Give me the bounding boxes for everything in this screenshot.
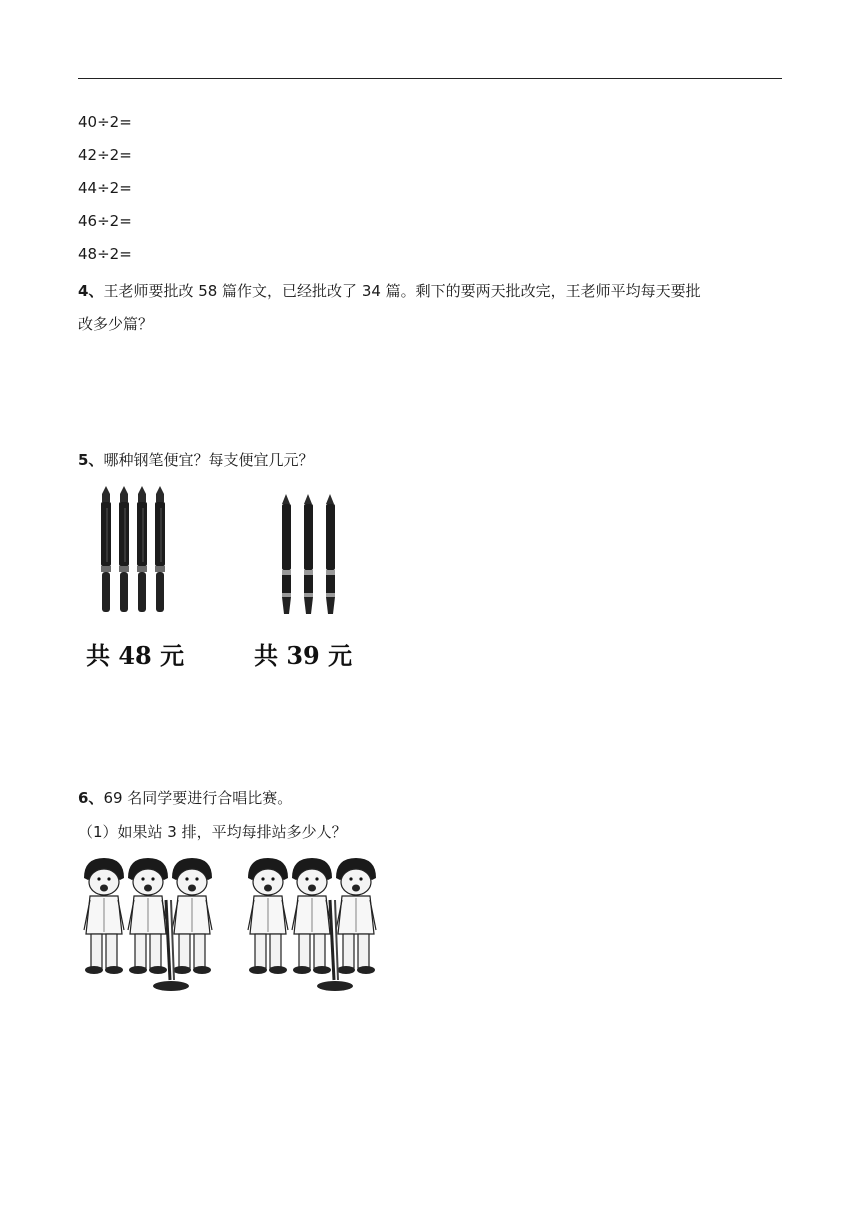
pen-icon — [137, 486, 147, 612]
choir-children-figure — [82, 856, 392, 996]
pen-group-a-price: 共 48 元 — [86, 641, 185, 670]
header-rule — [78, 78, 782, 79]
question-5-line — [78, 450, 313, 470]
child-icon — [248, 858, 288, 974]
calc-line-4: 46÷2= — [78, 212, 132, 230]
pen-icon — [282, 494, 291, 614]
pen-icon — [326, 494, 335, 614]
pen-icon — [119, 486, 129, 612]
calc-line-3: 44÷2= — [78, 179, 132, 197]
pen-group-b-figure — [274, 492, 344, 618]
pen-icon — [304, 494, 313, 614]
pen-icon — [155, 486, 165, 612]
question-6-number: 6、 — [78, 789, 104, 807]
question-5-number: 5、 — [78, 451, 104, 469]
child-icon — [172, 858, 212, 974]
question-6-text: 69 名同学要进行合唱比赛。 — [103, 789, 293, 807]
pen-group-a-figure — [92, 484, 182, 620]
question-5-text: 哪种钢笔便宜？每支便宜几元？ — [103, 451, 314, 469]
child-icon — [336, 858, 376, 974]
question-4-line-2: 改多少篇？ — [78, 315, 154, 333]
question-6-line — [78, 788, 292, 808]
question-6-sub-1: （1）如果站 3 排，平均每排站多少人？ — [78, 823, 347, 841]
calc-line-1: 40÷2= — [78, 113, 132, 131]
question-4-line-1 — [78, 281, 701, 301]
question-4-text: 王老师要批改 58 篇作文，已经批改了 34 篇。剩下的要两天批改完，王老师平均每天要批 — [103, 282, 701, 300]
child-icon — [292, 858, 332, 974]
child-icon — [84, 858, 124, 974]
child-icon — [128, 858, 168, 974]
calc-line-2: 42÷2= — [78, 146, 132, 164]
question-4-number: 4、 — [78, 282, 104, 300]
pen-group-b-price: 共 39 元 — [254, 641, 353, 670]
calc-line-5: 48÷2= — [78, 245, 132, 263]
pen-icon — [101, 486, 111, 612]
